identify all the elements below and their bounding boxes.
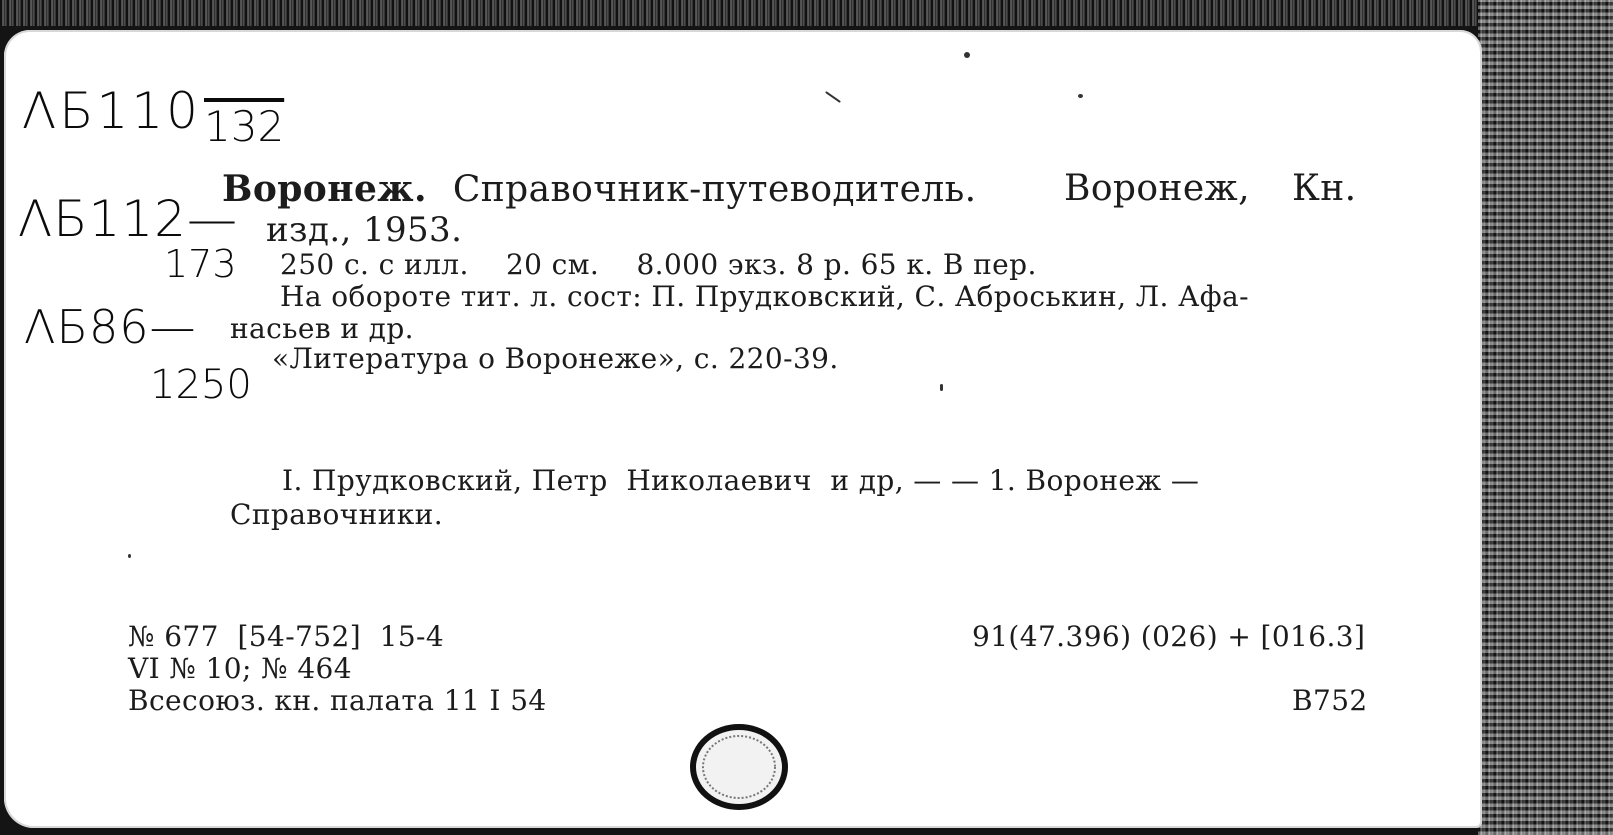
entry-note-1-cont: насьев и др. bbox=[230, 312, 414, 345]
handwritten-code-2: ΛБ112— bbox=[18, 190, 238, 248]
handwritten-code-3-sub: 1250 bbox=[150, 362, 252, 408]
handwritten-code-3: ΛБ86— bbox=[24, 300, 197, 354]
entry-collation: 250 с. с илл. 20 см. 8.000 экз. 8 р. 65 к. В пер. bbox=[280, 248, 1037, 281]
footer-series-line: VI № 10; № 464 bbox=[128, 652, 352, 685]
entry-title: Справочник-путеводитель. bbox=[452, 169, 977, 210]
scan-speck bbox=[940, 384, 943, 391]
handwritten-code-2-sub: 173 bbox=[164, 242, 237, 286]
scan-speck bbox=[964, 52, 970, 58]
footer-classification: 91(47.396) (026) + [016.3] bbox=[972, 620, 1366, 653]
handwritten-code-1: ΛБ110 bbox=[22, 82, 201, 140]
entry-heading: Воронеж. bbox=[222, 168, 427, 210]
scan-top-border bbox=[0, 0, 1613, 26]
scan-speck bbox=[1078, 94, 1083, 98]
entry-publisher-abbr: Кн. bbox=[1292, 168, 1357, 209]
entry-place: Воронеж, bbox=[1064, 168, 1250, 209]
footer-chamber-line: Всесоюз. кн. палата 11 I 54 bbox=[128, 684, 547, 717]
scan-speck bbox=[825, 91, 841, 103]
entry-tracing-2: Справочники. bbox=[230, 498, 444, 531]
entry-note-2: «Литература о Воронеже», с. 220-39. bbox=[272, 342, 839, 375]
entry-imprint: изд., 1953. bbox=[266, 210, 463, 250]
footer-shelf-code: В752 bbox=[1292, 684, 1368, 717]
footer-number-line: № 677 [54-752] 15-4 bbox=[128, 620, 445, 653]
entry-note-1: На обороте тит. л. сост: П. Прудковский, С. Аброськин, Л. Афа- bbox=[280, 280, 1249, 313]
entry-tracing-1: I. Прудковский, Петр Николаевич и др, — — 1. Воронеж — bbox=[282, 464, 1200, 497]
catalog-card bbox=[4, 30, 1482, 828]
punch-hole-icon bbox=[684, 720, 794, 815]
handwritten-code-1-sub: 132 bbox=[204, 102, 285, 151]
scan-right-border bbox=[1478, 0, 1613, 835]
entry-title-line bbox=[222, 168, 977, 210]
scan-speck bbox=[128, 554, 131, 558]
